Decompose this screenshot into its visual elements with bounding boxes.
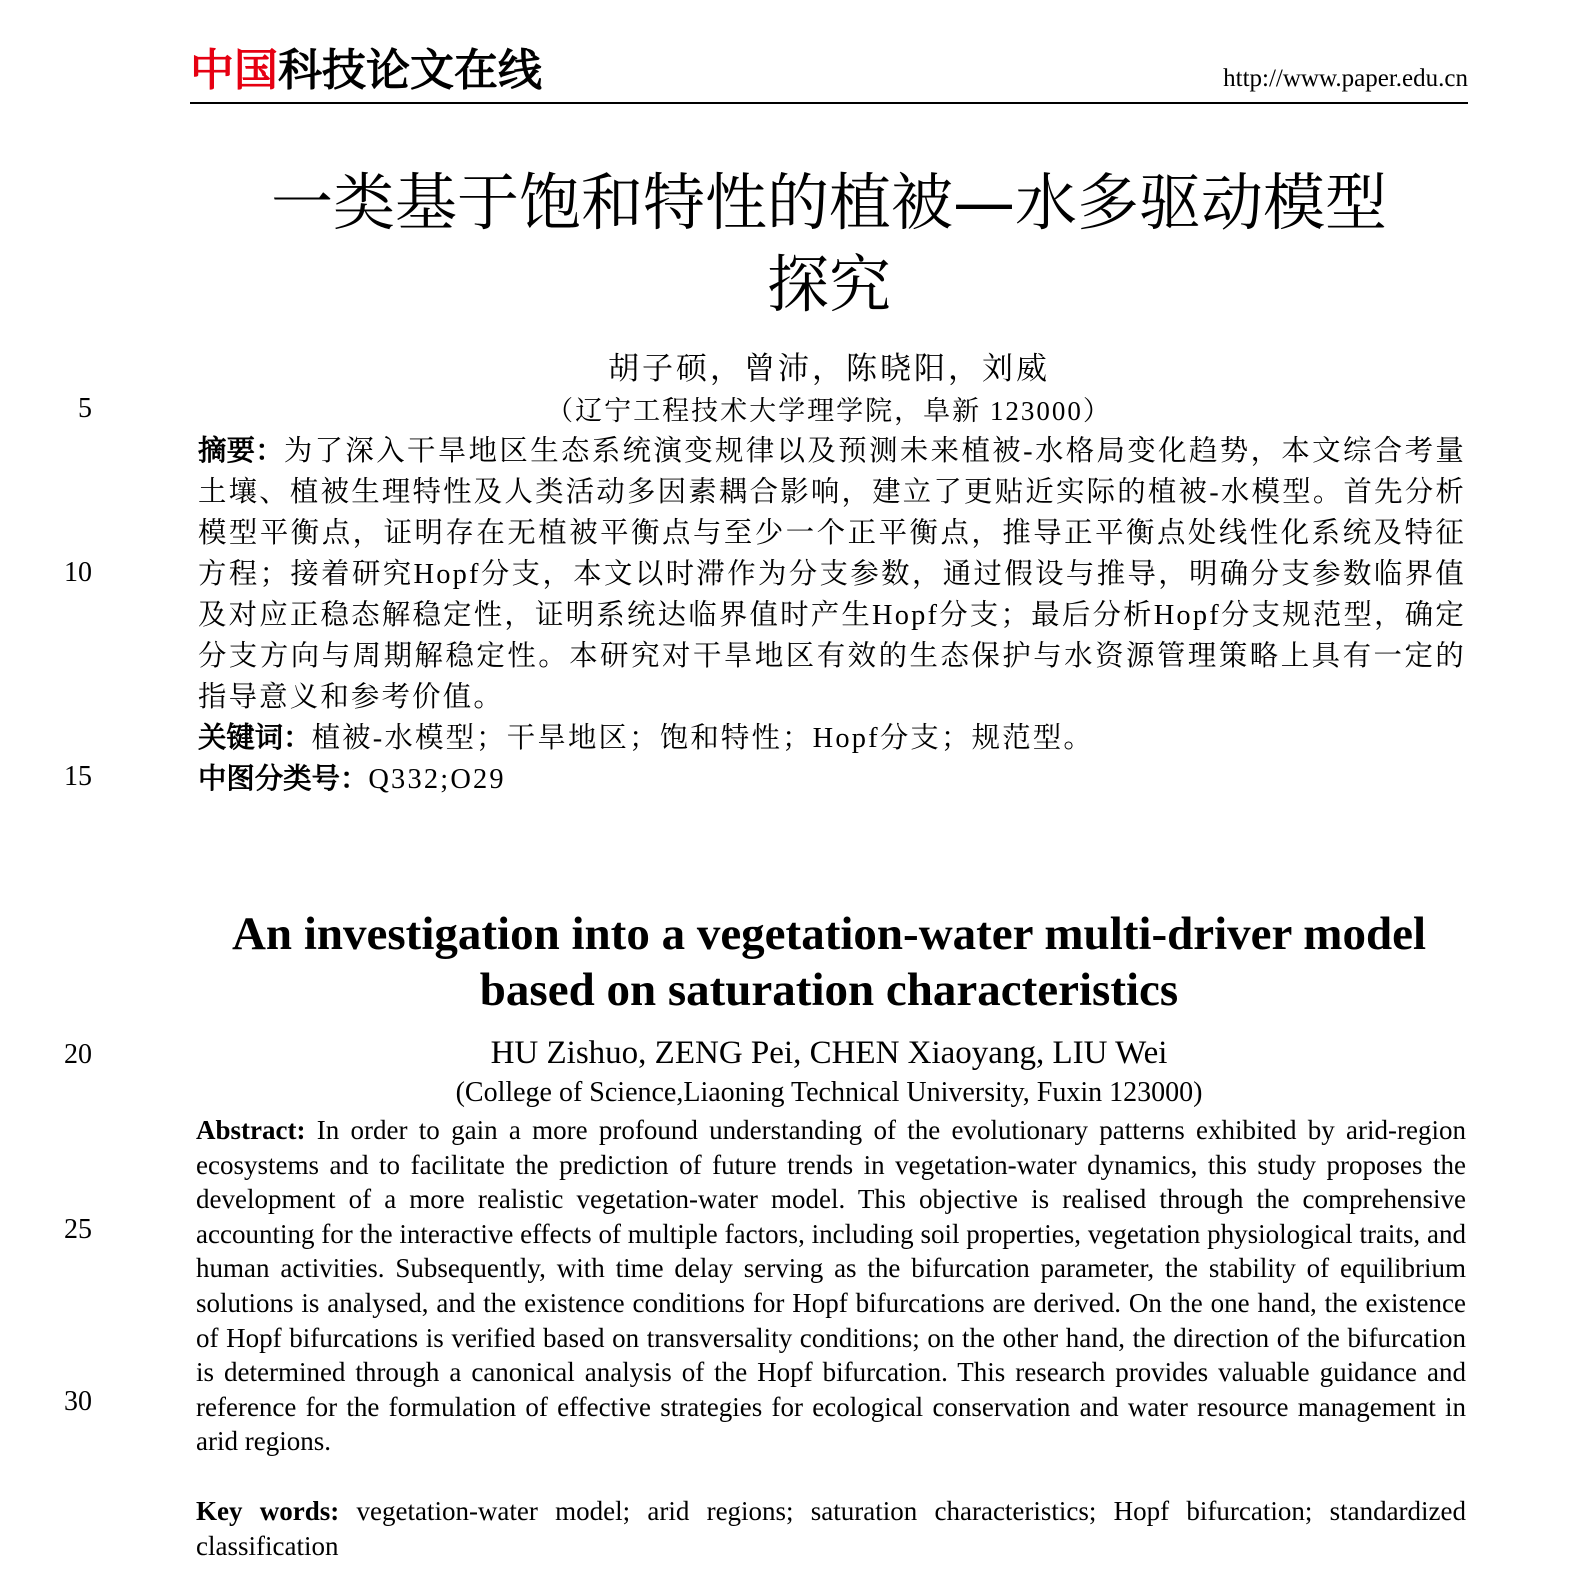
line-number: 25 bbox=[64, 1214, 92, 1245]
english-keywords bbox=[196, 1494, 1466, 1563]
chinese-title-line2: 探究 bbox=[766, 248, 891, 321]
line-number: 10 bbox=[64, 557, 92, 588]
chinese-keywords bbox=[198, 717, 1466, 759]
english-title-line2: based on saturation characteristics bbox=[479, 964, 1179, 1016]
line-number: 20 bbox=[64, 1039, 92, 1070]
site-url: http://www.paper.edu.cn bbox=[1223, 65, 1468, 92]
line-number: 15 bbox=[64, 761, 92, 792]
english-abstract-label: Abstract: bbox=[196, 1115, 306, 1145]
page-header bbox=[190, 44, 1468, 104]
english-keywords-label: Key words: bbox=[196, 1496, 340, 1526]
line-number: 30 bbox=[64, 1386, 92, 1417]
english-keywords-text: vegetation-water model; arid regions; saturation characteristics; Hopf bifurcation; standardized classification bbox=[196, 1496, 1467, 1561]
english-affiliation: (College of Science,Liaoning Technical University, Fuxin 123000) bbox=[455, 1077, 1203, 1108]
logo-black-part: 科技论文在线 bbox=[278, 45, 542, 96]
chinese-keywords-text: 植被-水模型；干旱地区；饱和特性；Hopf分支；规范型。 bbox=[311, 723, 1094, 754]
chinese-abstract-text: 为了深入干旱地区生态系统演变规律以及预测未来植被-水格局变化趋势，本文综合考量土壤、植被生理特性及人类活动多因素耦合影响，建立了更贴近实际的植被-水模型。首先分析模型平衡点，证明存在无植被平衡点与至少一个正平衡点，推导正平衡点处线性化系统及特征方程；接着研究Hopf分支，本文以时滞作为分支参数，通过假设与推导，明确分支参数临界值及对应正稳态解稳定性，证明系统达临界值时产生Hopf分支；最后分析Hopf分支规范型，确定分支方向与周期解稳定性。本研究对干旱地区有效的生态保护与水资源管理策略上具有一定的指导意义和参考价值。 bbox=[198, 436, 1466, 713]
english-abstract-text: In order to gain a more profound understanding of the evolutionary patterns exhibited by arid-region ecosystems and to facilitate the prediction of future trends in vegetation-water dynamics, this study proposes the development of a more realistic vegetation-water model. This objective is realised through the comprehensive accounting for the interactive effects of multiple factors, including soil properties, vegetation physiological traits, and human activities. Subsequently, with time delay serving as the bifurcation parameter, the stability of equilibrium solutions is analysed, and the existence conditions for Hopf bifurcations are derived. On the one hand, the existence of Hopf bifurcations is verified based on transversality conditions; on the other hand, the direction of the bifurcation is determined through a canonical analysis of the Hopf bifurcation. This research provides valuable guidance and reference for the formulation of effective strategies for ecological conservation and water resource management in arid regions. bbox=[196, 1115, 1467, 1457]
chinese-classification bbox=[198, 758, 1466, 800]
english-abstract bbox=[196, 1113, 1466, 1459]
chinese-title bbox=[190, 162, 1468, 326]
chinese-classification-text: Q332;O29 bbox=[368, 764, 506, 795]
logo-red-part: 中国 bbox=[190, 45, 278, 96]
chinese-affiliation: （辽宁工程技术大学理学院，阜新 123000） bbox=[546, 396, 1112, 426]
english-authors: HU Zishuo, ZENG Pei, CHEN Xiaoyang, LIU Wei bbox=[490, 1035, 1168, 1071]
chinese-keywords-label: 关键词： bbox=[198, 721, 312, 754]
chinese-title-line1: 一类基于饱和特性的植被—水多驱动模型 bbox=[270, 166, 1387, 239]
site-logo bbox=[190, 46, 542, 96]
line-number: 5 bbox=[78, 393, 92, 424]
chinese-classification-label: 中图分类号： bbox=[198, 762, 369, 795]
english-title-line1: An investigation into a vegetation-water multi-driver model bbox=[231, 908, 1427, 960]
english-title bbox=[190, 906, 1468, 1018]
chinese-abstract bbox=[198, 430, 1466, 718]
chinese-authors: 胡子硕，曾沛，陈晓阳，刘威 bbox=[608, 351, 1050, 386]
chinese-abstract-label: 摘要： bbox=[198, 434, 284, 467]
